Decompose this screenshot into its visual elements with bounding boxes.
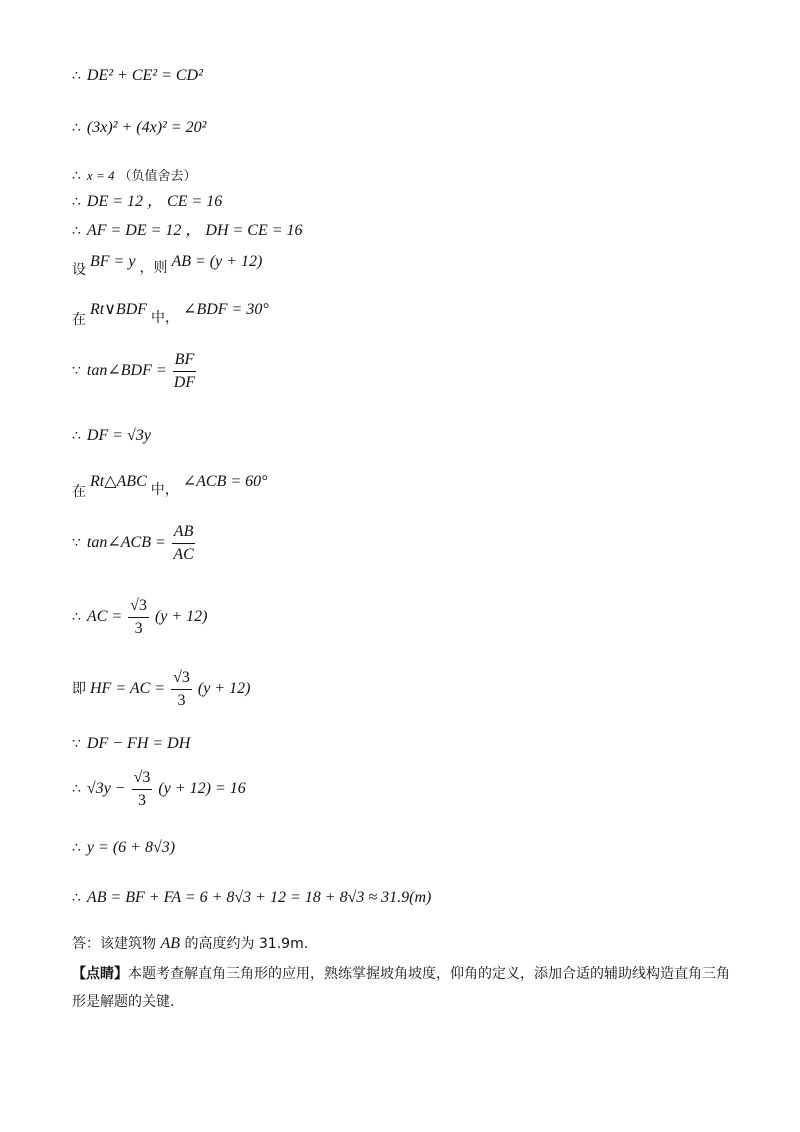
comment-text: 本题考查解直角三角形的应用，熟练掌握坡角坡度，仰角的定义，添加合适的辅助线构造直角三角形是解题的关键. bbox=[72, 966, 730, 1010]
connector-text: 中， bbox=[150, 482, 179, 498]
step-14 bbox=[72, 734, 190, 755]
fraction bbox=[128, 596, 149, 639]
step-9 bbox=[72, 426, 151, 447]
step-2 bbox=[72, 118, 206, 139]
equation: (y + 12) = 16 bbox=[158, 780, 246, 798]
step-6 bbox=[72, 252, 263, 278]
numerator: √3 bbox=[132, 768, 153, 790]
equation: DE = 12 ， CE = 16 bbox=[86, 193, 223, 210]
note: （负值舍去） bbox=[118, 169, 197, 184]
equation: ∠ACB = 60° bbox=[182, 473, 268, 490]
therefore-symbol: ∴ bbox=[72, 121, 81, 136]
therefore-symbol: ∴ bbox=[72, 69, 81, 84]
therefore-symbol: ∴ bbox=[72, 195, 81, 210]
numerator: BF bbox=[173, 350, 197, 372]
step-17 bbox=[72, 888, 431, 909]
step-1 bbox=[72, 66, 203, 87]
equation: DE² + CE² = CD² bbox=[86, 67, 203, 84]
therefore-symbol: ∴ bbox=[72, 891, 81, 906]
step-11 bbox=[72, 522, 197, 565]
answer-prefix: 答：该建筑物 bbox=[72, 936, 161, 952]
denominator: 3 bbox=[134, 620, 143, 637]
answer-variable: AB bbox=[160, 935, 180, 952]
equation: Rt△ABC bbox=[90, 473, 147, 490]
prefix-text: 在 bbox=[72, 484, 86, 500]
comment-tag: 【点睛】 bbox=[72, 966, 128, 982]
equation: AF = DE = 12 ， DH = CE = 16 bbox=[86, 222, 303, 239]
therefore-symbol: ∴ bbox=[72, 429, 81, 444]
equation: tan∠BDF = bbox=[86, 362, 167, 380]
fraction bbox=[132, 768, 153, 811]
equation: BF = y bbox=[90, 253, 136, 270]
numerator: AB bbox=[172, 522, 196, 544]
step-12 bbox=[72, 596, 208, 639]
step-16 bbox=[72, 838, 175, 859]
denominator: 3 bbox=[177, 692, 186, 709]
therefore-symbol: ∴ bbox=[72, 841, 81, 856]
equation: ∠BDF = 30° bbox=[183, 301, 269, 318]
denominator: AC bbox=[173, 546, 194, 563]
equation: (y + 12) bbox=[154, 608, 208, 626]
answer-suffix: 的高度约为 31.9m. bbox=[180, 936, 309, 952]
connector-text: 中， bbox=[151, 310, 180, 326]
equation: (y + 12) bbox=[197, 680, 251, 698]
step-15 bbox=[72, 768, 246, 811]
step-3 bbox=[72, 166, 196, 187]
because-symbol: ∵ bbox=[72, 364, 81, 380]
fraction bbox=[172, 522, 196, 565]
equation: AB = (y + 12) bbox=[171, 253, 263, 270]
step-13 bbox=[72, 668, 250, 711]
equation: AB = BF + FA = 6 + 8√3 + 12 = 18 + 8√3 ≈ 31.9(m) bbox=[86, 889, 432, 906]
equation: DF − FH = DH bbox=[86, 735, 191, 752]
equation: tan∠ACB = bbox=[86, 534, 166, 552]
prefix-text: 即 bbox=[72, 681, 86, 698]
comment-paragraph bbox=[72, 960, 732, 1016]
step-7 bbox=[72, 300, 269, 328]
because-symbol: ∵ bbox=[72, 536, 81, 552]
fraction bbox=[171, 668, 192, 711]
answer-line bbox=[72, 930, 732, 958]
numerator: √3 bbox=[128, 596, 149, 618]
numerator: √3 bbox=[171, 668, 192, 690]
step-5 bbox=[72, 221, 303, 242]
denominator: 3 bbox=[138, 792, 146, 809]
because-symbol: ∵ bbox=[72, 737, 81, 752]
therefore-symbol: ∴ bbox=[72, 782, 81, 798]
step-10 bbox=[72, 472, 268, 500]
step-8 bbox=[72, 350, 198, 393]
equation: Rt∨BDF bbox=[90, 301, 148, 318]
denominator: DF bbox=[173, 374, 196, 391]
therefore-symbol: ∴ bbox=[72, 610, 81, 626]
step-4 bbox=[72, 192, 222, 213]
connector-text: ，则 bbox=[139, 260, 168, 276]
equation: DF = √3y bbox=[86, 427, 151, 444]
equation: (3x)² + (4x)² = 20² bbox=[86, 119, 207, 136]
therefore-symbol: ∴ bbox=[72, 169, 81, 184]
therefore-symbol: ∴ bbox=[72, 224, 81, 239]
equation: y = (6 + 8√3) bbox=[86, 839, 176, 856]
equation: x = 4 bbox=[86, 168, 115, 183]
equation: AC = bbox=[86, 608, 123, 626]
equation: HF = AC = bbox=[90, 680, 166, 698]
prefix-text: 在 bbox=[72, 312, 86, 328]
fraction bbox=[173, 350, 197, 393]
equation: √3y − bbox=[86, 780, 126, 798]
prefix-text: 设 bbox=[72, 262, 86, 278]
